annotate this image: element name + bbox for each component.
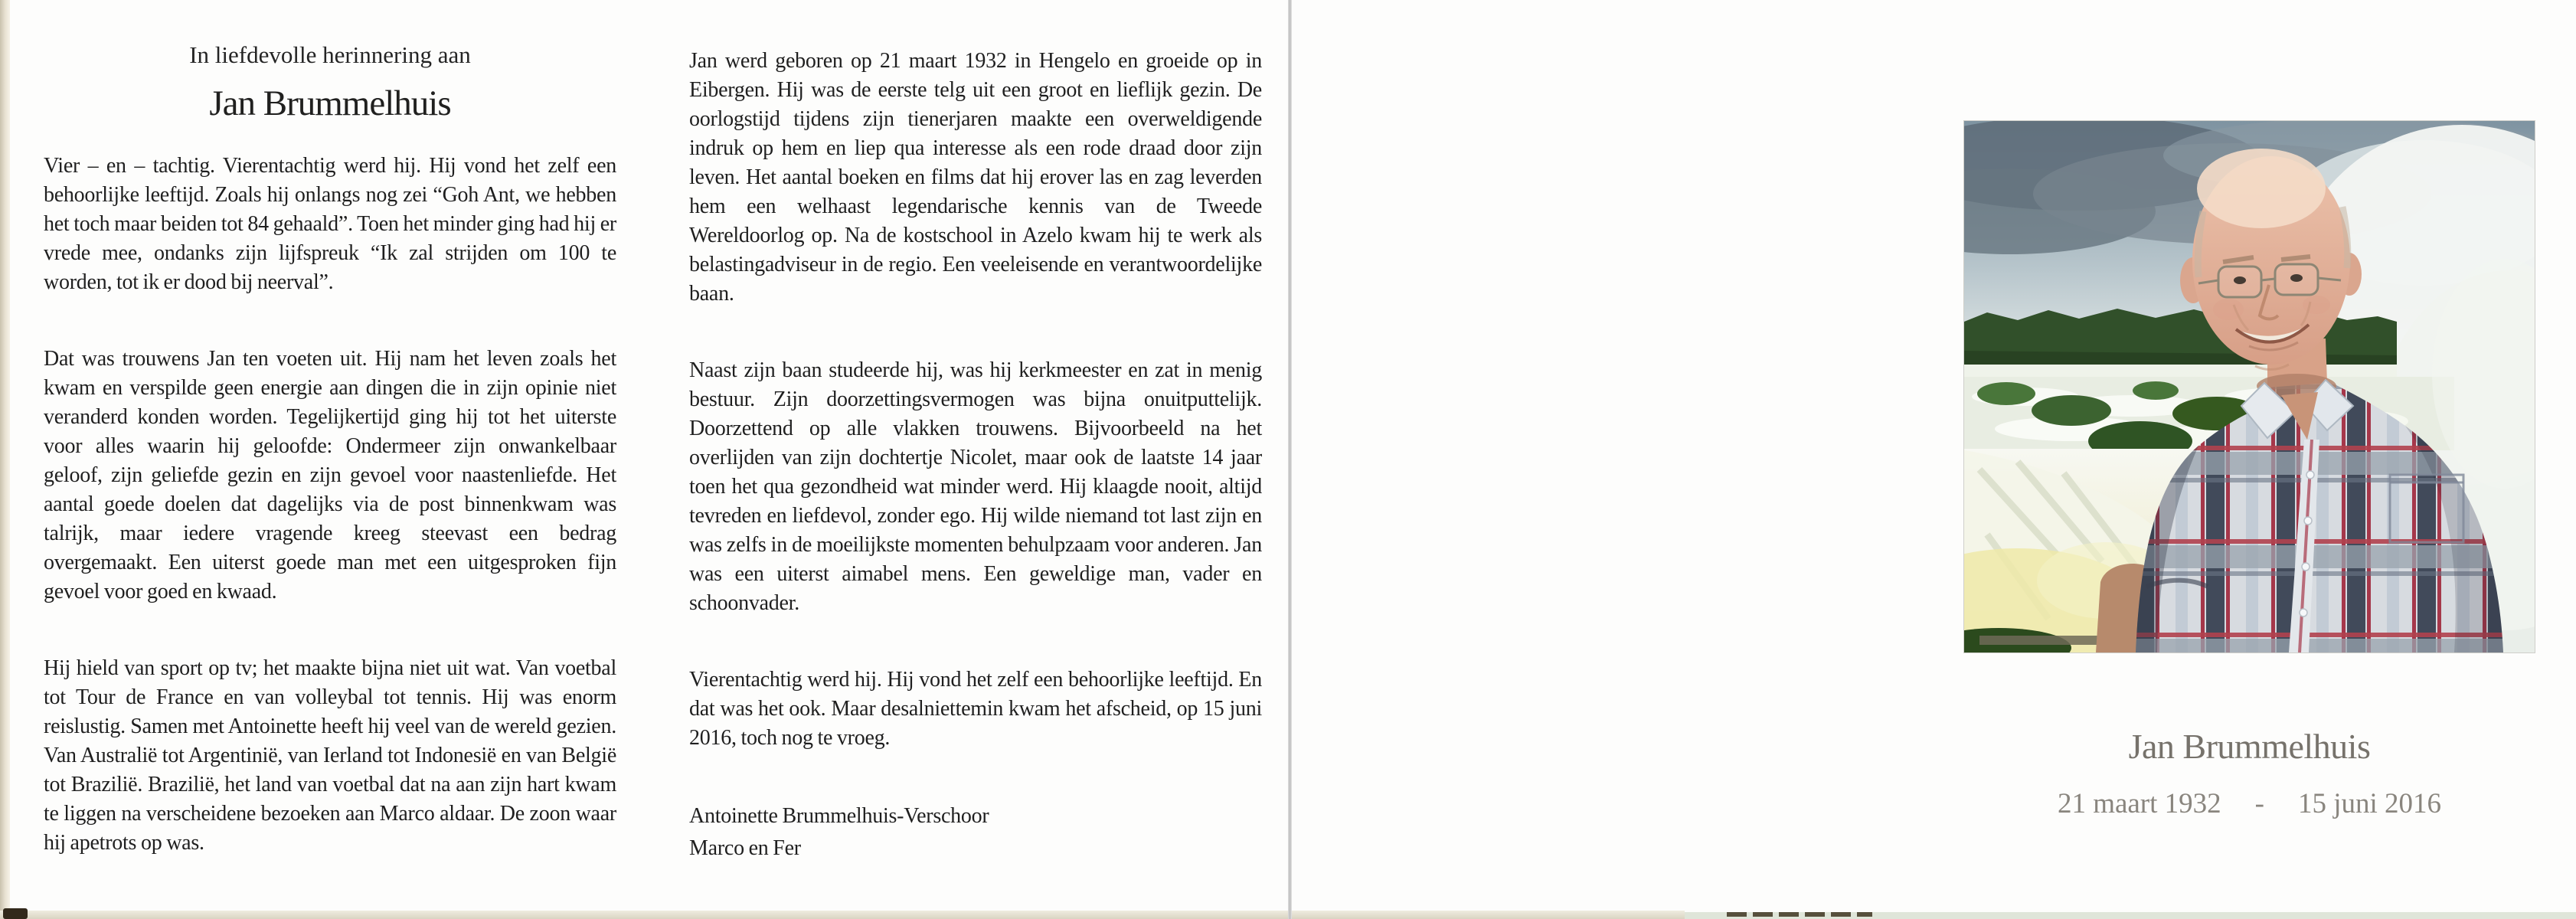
- scan-corner-spot: [3, 908, 28, 919]
- scan-smudge-dashes: [1727, 912, 1872, 917]
- text-column-1: [44, 152, 616, 905]
- card-fold-line: [1288, 0, 1292, 919]
- paragraph: Jan werd geboren op 21 maart 1932 in Hengelo en groeide op in Eibergen. Hij was de eerste telg uit een groot en lieflijk gezin. De oorlogstijd tijdens zijn tienerjaren maakte een overweldigende indruk op hem en liep qua interesse als een rode draad door zijn leven. Het aantal boeken en films dat hij erover las en zag leverden hem een welhaast legendarische kennis van de Tweede Wereldoorlog op. Na de kostschool in Azelo kwam hij te werk als belastingadviseur in de regio. Een veeleisende en verantwoordelijke baan.: [689, 49, 1262, 306]
- signature-block: [689, 800, 1262, 865]
- birth-date: 21 maart 1932: [2057, 788, 2221, 819]
- paragraph: Dat was trouwens Jan ten voeten uit. Hij nam het leven zoals het kwam en verspilde geen energie aan dingen die in zijn opinie niet veranderd konden worden. Tegelijkertijd ging hij tot het uiterste voor alles waarin hij geloofde: Ondermeer zijn onwankelbaar geloof, zijn geliefde gezin en zijn gevoel voor naastenliefde. Het aantal goede doelen dat dagelijks via de post binnenkwam was talrijk, maar iedere vragende kreeg steevast een bedrag overgemaakt. Een uiterst goede man met een uitgesproken fijn gevoel voor goed en kwaad.: [44, 347, 616, 603]
- waterfall-portrait-illustration: [1964, 121, 2535, 652]
- signature-line: Antoinette Brummelhuis-Verschoor: [689, 804, 989, 828]
- paragraph: Hij hield van sport op tv; het maakte bijna niet uit wat. Van voetbal tot Tour de France en van volleybal tot tennis. Hij was enorm reislustig. Samen met Antoinette heeft hij veel van de wereld gezien. Van Australië tot Argentinië, van Ierland tot Indonesië en van België tot Brazilië. Brazilië, het land van voetbal dat na aan zijn hart kwam te liggen na verscheidene bezoeken aan Marco aldaar. De zoon waar hij apetrots op was.: [44, 656, 616, 855]
- death-date: 15 juni 2016: [2298, 788, 2442, 819]
- memorial-photo: [1964, 121, 2535, 652]
- paragraph: Vierentachtig werd hij. Hij vond het zelf een behoorlijke leeftijd. En dat was het ook. Maar desalniettemin kwam het afscheid, op 15 juni 2016, toch nog te vroeg.: [689, 668, 1262, 750]
- text-column-2: [689, 47, 1262, 865]
- dates-separator: -: [2254, 788, 2264, 819]
- scan-edge-bottom-left: [0, 911, 1685, 919]
- memorial-intro-line: In liefdevolle herinnering aan: [189, 41, 471, 68]
- cover-dates: [1964, 786, 2535, 823]
- scan-edge-left: [0, 0, 10, 919]
- signature-line: Marco en Fer: [689, 836, 801, 860]
- paragraph: Naast zijn baan studeerde hij, was hij kerkmeester en zat in menig bestuur. Zijn doorzettingsvermogen was bijna onuitputtelijk. Doorzettend op alle vlakken trouwens. Bijvoorbeeld na het overlijden van zijn dochtertje Nicolet, maar ook de laatste 14 jaar toen het qua gezondheid wat minder werd. Hij klaagde nooit, altijd tevreden en liefdevol, zonder ego. Hij wilde niemand tot last zijn en was zelfs in de moeilijkste momenten behulpzaam voor anderen. Jan was een uiterst aimabel mens. Een geweldige man, vader en schoonvader.: [689, 358, 1262, 615]
- memorial-name-heading: Jan Brummelhuis: [209, 83, 451, 123]
- cover-name: Jan Brummelhuis: [2128, 727, 2371, 766]
- paragraph: Vier – en – tachtig. Vierentachtig werd hij. Hij vond het zelf een behoorlijke leeftijd. Zoals hij onlangs nog zei “Goh Ant, we hebben het toch maar beiden tot 84 gehaald”. Toen het minder ging had hij er vrede mee, ondanks zijn lijfspreuk “Ik zal strijden om 100 te worden, tot ik er dood bij neerval”.: [44, 154, 616, 294]
